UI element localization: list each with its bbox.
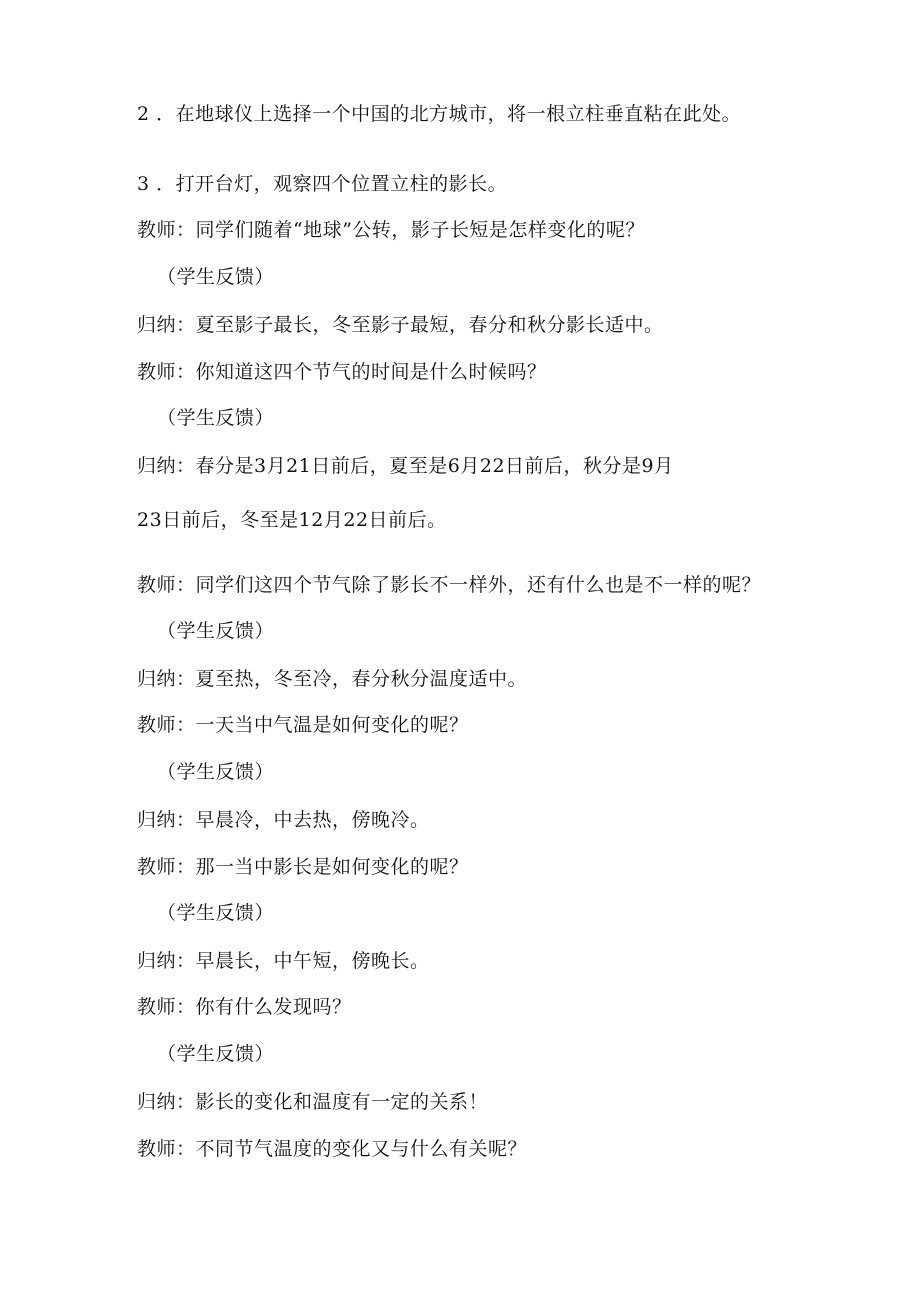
teacher-question-line: 教师：那一当中影长是如何变化的呢？ (137, 856, 469, 878)
teacher-question-line: 教师：一天当中气温是如何变化的呢？ (137, 714, 469, 736)
summary-continuation-line: 23日前后，冬至是12月22日前后。 (137, 509, 447, 531)
teacher-question-line: 教师：你有什么发现吗？ (137, 996, 352, 1018)
student-feedback-line: （学生反馈） (157, 902, 275, 924)
summary-line: 归纳：早晨冷，中去热，傍晚冷。 (137, 809, 430, 831)
teacher-question-line: 教师：同学们这四个节气除了影长不一样外，还有什么也是不一样的呢？ (137, 574, 762, 596)
teacher-question-line: 教师：同学们随着“地球”公转，影子长短是怎样变化的呢？ (137, 219, 645, 241)
summary-line: 归纳：影长的变化和温度有一定的关系！ (137, 1091, 489, 1113)
student-feedback-line: （学生反馈） (157, 620, 275, 642)
summary-line: 归纳：早晨长，中午短，傍晚长。 (137, 950, 430, 972)
student-feedback-line: （学生反馈） (157, 407, 275, 429)
summary-line: 归纳：春分是3月21日前后，夏至是6月22日前后，秋分是9月 (137, 455, 674, 477)
student-feedback-line: （学生反馈） (157, 761, 275, 783)
teacher-question-line: 教师：不同节气温度的变化又与什么有关呢？ (137, 1138, 528, 1160)
student-feedback-line: （学生反馈） (157, 1043, 275, 1065)
step-2-line: 2 ．在地球仪上选择一个中国的北方城市，将一根立柱垂直粘在此处。 (137, 103, 742, 125)
teacher-question-line: 教师：你知道这四个节气的时间是什么时候吗？ (137, 361, 547, 383)
student-feedback-line: （学生反馈） (157, 266, 275, 288)
step-3-line: 3 ．打开台灯，观察四个位置立柱的影长。 (137, 173, 508, 195)
summary-line: 归纳：夏至影子最长，冬至影子最短，春分和秋分影长适中。 (137, 314, 664, 336)
summary-line: 归纳：夏至热，冬至冷，春分秋分温度适中。 (137, 668, 528, 690)
